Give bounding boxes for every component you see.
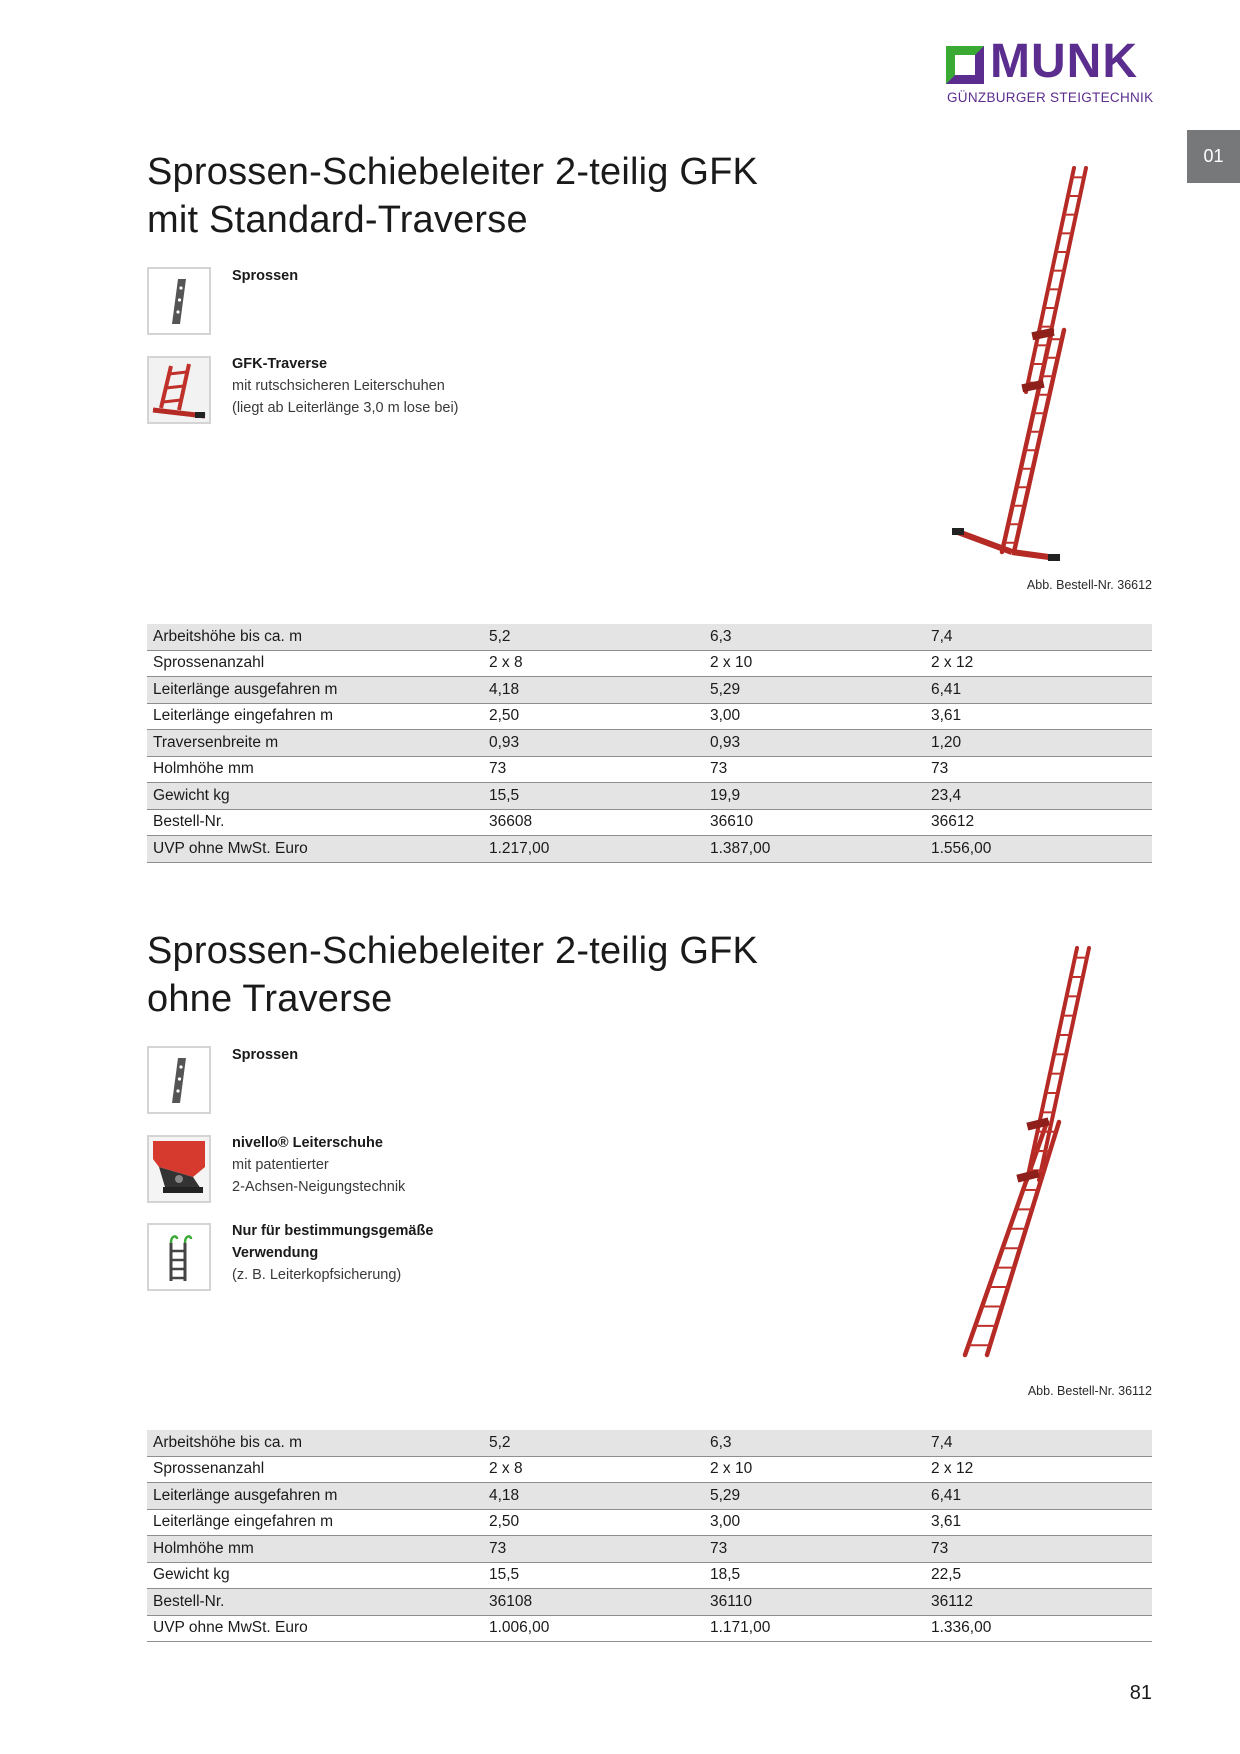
- feature-desc-line: (z. B. Leiterkopfsicherung): [232, 1267, 402, 1283]
- cell-value: 2,50: [483, 1509, 704, 1536]
- cell-value: 2,50: [483, 703, 704, 730]
- cell-value: 36112: [925, 1589, 1152, 1616]
- cell-value: 1,20: [925, 730, 1152, 757]
- row-label: Bestell-Nr.: [147, 809, 483, 836]
- cell-value: 36608: [483, 809, 704, 836]
- table-row: [147, 1536, 1152, 1563]
- cell-value: 6,41: [925, 1483, 1152, 1510]
- table-row: [147, 624, 1152, 650]
- row-label: Gewicht kg: [147, 1562, 483, 1589]
- page-number: 81: [1129, 1682, 1152, 1704]
- feature-title: GFK-Traverse: [232, 356, 328, 372]
- table-row: [147, 677, 1152, 704]
- row-label: Sprossenanzahl: [147, 650, 483, 677]
- feature-desc-line: mit patentierter: [232, 1157, 329, 1173]
- cell-value: 2 x 8: [483, 1456, 704, 1483]
- cell-value: 3,61: [925, 1509, 1152, 1536]
- cell-value: 36612: [925, 809, 1152, 836]
- cell-value: 73: [483, 1536, 704, 1563]
- brand-name: MUNK: [990, 35, 1138, 88]
- cell-value: 1.171,00: [704, 1615, 925, 1642]
- section1-title: [147, 148, 758, 244]
- cell-value: 36108: [483, 1589, 704, 1616]
- row-label: Bestell-Nr.: [147, 1589, 483, 1616]
- row-label: Arbeitshöhe bis ca. m: [147, 1430, 483, 1456]
- cell-value: 1.336,00: [925, 1615, 1152, 1642]
- cell-value: 15,5: [483, 1562, 704, 1589]
- brand-subtitle: GÜNZBURGER STEIGTECHNIK: [947, 90, 1154, 105]
- cell-value: 1.556,00: [925, 836, 1152, 863]
- table-row: [147, 756, 1152, 783]
- cell-value: 22,5: [925, 1562, 1152, 1589]
- cell-value: 4,18: [483, 1483, 704, 1510]
- cell-value: 2 x 10: [704, 650, 925, 677]
- feature-gfk-traverse: [232, 353, 459, 419]
- cell-value: 23,4: [925, 783, 1152, 810]
- cell-value: 5,2: [483, 1430, 704, 1456]
- rung-icon: [147, 267, 211, 335]
- row-label: Leiterlänge ausgefahren m: [147, 1483, 483, 1510]
- table-row: [147, 650, 1152, 677]
- row-label: Leiterlänge ausgefahren m: [147, 677, 483, 704]
- cell-value: 6,3: [704, 1430, 925, 1456]
- row-label: UVP ohne MwSt. Euro: [147, 836, 483, 863]
- feature-sprossen: [232, 1044, 298, 1066]
- table-row: [147, 1430, 1152, 1456]
- cell-value: 4,18: [483, 677, 704, 704]
- rung-icon: [147, 1046, 211, 1114]
- spec-table-section2: [147, 1430, 1152, 1642]
- table-row: [147, 1562, 1152, 1589]
- cell-value: 3,61: [925, 703, 1152, 730]
- feature-sprossen: [232, 265, 298, 287]
- row-label: Sprossenanzahl: [147, 1456, 483, 1483]
- cell-value: 0,93: [704, 730, 925, 757]
- cell-value: 5,29: [704, 1483, 925, 1510]
- ladder-with-traverse-image: [952, 160, 1092, 565]
- section1-title-line2: mit Standard-Traverse: [147, 199, 528, 241]
- ladder-hook-icon: [147, 1223, 211, 1291]
- table-row: [147, 1483, 1152, 1510]
- feature-intended-use: [232, 1220, 462, 1286]
- table-row: [147, 1589, 1152, 1616]
- cell-value: 3,00: [704, 703, 925, 730]
- cell-value: 73: [925, 1536, 1152, 1563]
- row-label: Arbeitshöhe bis ca. m: [147, 624, 483, 650]
- cell-value: 19,9: [704, 783, 925, 810]
- cell-value: 36110: [704, 1589, 925, 1616]
- munk-logo: [946, 35, 1154, 106]
- table-row: [147, 836, 1152, 863]
- cell-value: 73: [704, 756, 925, 783]
- cell-value: 5,29: [704, 677, 925, 704]
- leveling-shoe-icon: [147, 1135, 211, 1203]
- row-label: UVP ohne MwSt. Euro: [147, 1615, 483, 1642]
- cell-value: 2 x 8: [483, 650, 704, 677]
- row-label: Holmhöhe mm: [147, 756, 483, 783]
- table-row: [147, 730, 1152, 757]
- cell-value: 73: [483, 756, 704, 783]
- munk-logo-mark-icon: [946, 46, 984, 84]
- cell-value: 0,93: [483, 730, 704, 757]
- table-row: [147, 703, 1152, 730]
- feature-title: nivello® Leiterschuhe: [232, 1135, 383, 1151]
- row-label: Traversenbreite m: [147, 730, 483, 757]
- cell-value: 7,4: [925, 1430, 1152, 1456]
- cell-value: 1.217,00: [483, 836, 704, 863]
- cell-value: 2 x 10: [704, 1456, 925, 1483]
- section1-title-line1: Sprossen-Schiebeleiter 2-teilig GFK: [147, 151, 759, 193]
- row-label: Leiterlänge eingefahren m: [147, 1509, 483, 1536]
- row-label: Gewicht kg: [147, 783, 483, 810]
- feature-desc-line: 2-Achsen-Neigungstechnik: [232, 1179, 406, 1195]
- table-row: [147, 1615, 1152, 1642]
- table-row: [147, 1456, 1152, 1483]
- cell-value: 6,41: [925, 677, 1152, 704]
- spec-table-section1: [147, 624, 1152, 863]
- cell-value: 73: [925, 756, 1152, 783]
- table-row: [147, 809, 1152, 836]
- cell-value: 15,5: [483, 783, 704, 810]
- row-label: Leiterlänge eingefahren m: [147, 703, 483, 730]
- gfk-traverse-icon: [147, 356, 211, 424]
- ladder-without-traverse-image: [955, 940, 1095, 1365]
- cell-value: 36610: [704, 809, 925, 836]
- cell-value: 73: [704, 1536, 925, 1563]
- feature-title: Nur für bestimmungsgemäße Verwendung: [232, 1223, 434, 1261]
- cell-value: 1.387,00: [704, 836, 925, 863]
- feature-nivello: [232, 1132, 405, 1198]
- section2-title-line2: ohne Traverse: [147, 978, 393, 1020]
- chapter-tab: 01: [1187, 130, 1240, 183]
- image-caption: Abb. Bestell-Nr. 36612: [1026, 578, 1152, 592]
- cell-value: 3,00: [704, 1509, 925, 1536]
- section2-title-line1: Sprossen-Schiebeleiter 2-teilig GFK: [147, 930, 759, 972]
- cell-value: 2 x 12: [925, 650, 1152, 677]
- cell-value: 7,4: [925, 624, 1152, 650]
- table-row: [147, 1509, 1152, 1536]
- feature-desc-line: mit rutschsicheren Leiterschuhen: [232, 378, 445, 394]
- cell-value: 1.006,00: [483, 1615, 704, 1642]
- cell-value: 18,5: [704, 1562, 925, 1589]
- feature-title: Sprossen: [232, 1047, 299, 1063]
- table-row: [147, 783, 1152, 810]
- row-label: Holmhöhe mm: [147, 1536, 483, 1563]
- feature-title: Sprossen: [232, 268, 299, 284]
- section2-title: [147, 927, 758, 1023]
- feature-desc-line: (liegt ab Leiterlänge 3,0 m lose bei): [232, 400, 459, 416]
- image-caption: Abb. Bestell-Nr. 36112: [1027, 1384, 1152, 1398]
- cell-value: 6,3: [704, 624, 925, 650]
- cell-value: 5,2: [483, 624, 704, 650]
- cell-value: 2 x 12: [925, 1456, 1152, 1483]
